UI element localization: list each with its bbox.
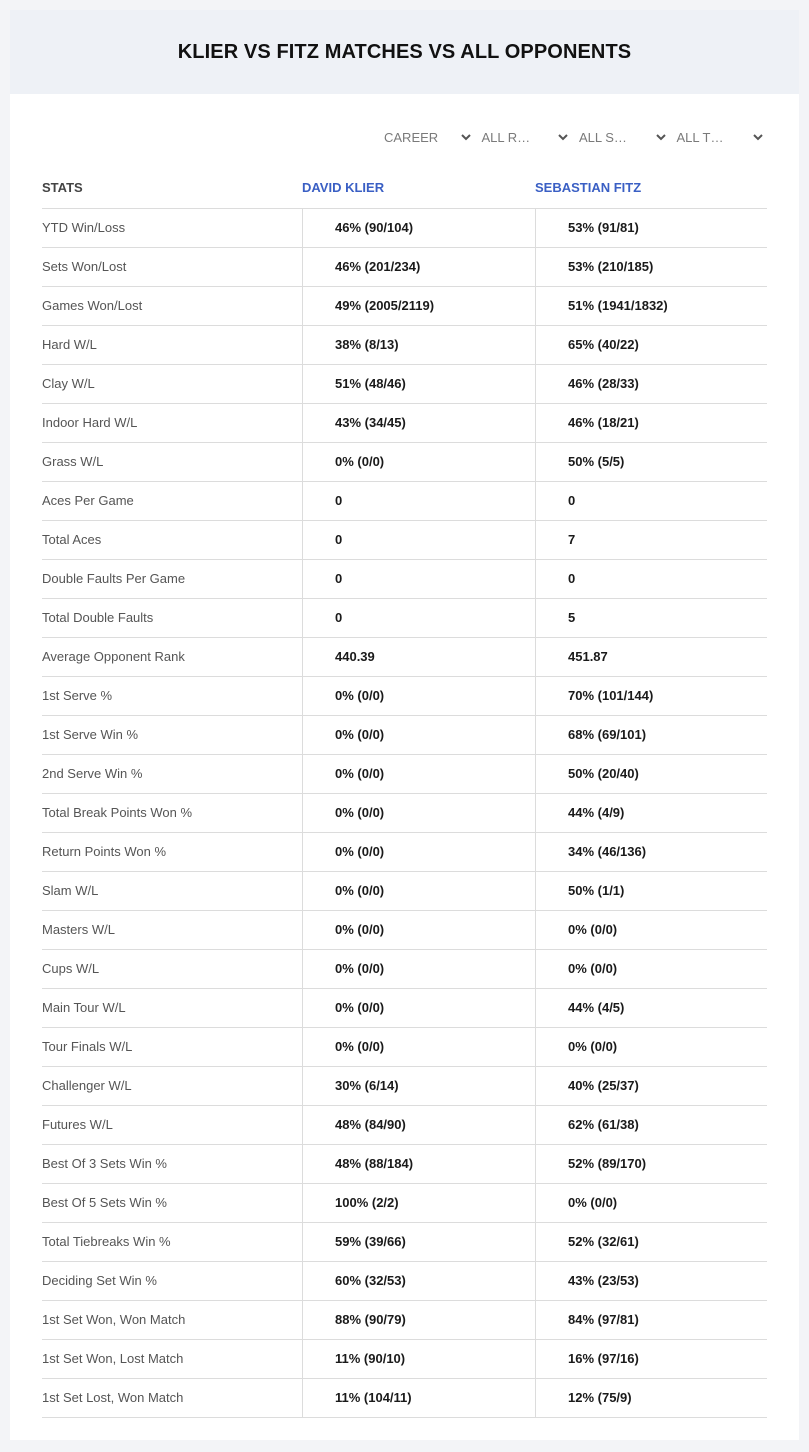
- table-row: [42, 365, 767, 404]
- player1-value: 0% (0/0): [302, 443, 535, 481]
- table-header: [42, 170, 767, 208]
- filter-round-select[interactable]: [478, 126, 576, 148]
- player1-value: 46% (201/234): [302, 248, 535, 286]
- stat-label: 1st Set Lost, Won Match: [42, 1390, 184, 1405]
- table-row: [42, 1340, 767, 1379]
- table-row: [42, 638, 767, 677]
- player2-value: 52% (32/61): [535, 1223, 767, 1261]
- stat-label: Sets Won/Lost: [42, 259, 127, 274]
- player1-value: 30% (6/14): [302, 1067, 535, 1105]
- chevron-down-icon: [655, 131, 667, 143]
- player1-value: 0: [302, 521, 535, 559]
- table-row: [42, 1028, 767, 1067]
- player2-value: 0% (0/0): [535, 911, 767, 949]
- player2-value: 0: [535, 482, 767, 520]
- filter-label: ALL T…: [676, 129, 724, 145]
- player1-value: 0% (0/0): [302, 755, 535, 793]
- player2-value: 53% (210/185): [535, 248, 767, 286]
- player1-value: 48% (88/184): [302, 1145, 535, 1183]
- table-row: [42, 1301, 767, 1340]
- player2-value: 70% (101/144): [535, 677, 767, 715]
- player2-value: 46% (28/33): [535, 365, 767, 403]
- stat-label: YTD Win/Loss: [42, 220, 126, 235]
- player1-value: 0: [302, 599, 535, 637]
- stat-label: Slam W/L: [42, 883, 99, 898]
- stat-label: Total Tiebreaks Win %: [42, 1234, 171, 1249]
- table-row: [42, 911, 767, 950]
- player2-value: 68% (69/101): [535, 716, 767, 754]
- table-row: [42, 1262, 767, 1301]
- table-row: [42, 482, 767, 521]
- player2-value: 5: [535, 599, 767, 637]
- stat-label: Grass W/L: [42, 454, 104, 469]
- filter-surface-select[interactable]: [575, 126, 673, 148]
- player1-value: 51% (48/46): [302, 365, 535, 403]
- player2-value: 50% (20/40): [535, 755, 767, 793]
- player1-value: 0% (0/0): [302, 989, 535, 1027]
- stats-table-body: [42, 208, 767, 1418]
- player1-value: 38% (8/13): [302, 326, 535, 364]
- table-row: [42, 287, 767, 326]
- player2-value: 34% (46/136): [535, 833, 767, 871]
- player1-value: 0% (0/0): [302, 950, 535, 988]
- chevron-down-icon: [460, 131, 472, 143]
- player2-value: 0% (0/0): [535, 950, 767, 988]
- stat-label: Main Tour W/L: [42, 1000, 126, 1015]
- player1-value: 49% (2005/2119): [302, 287, 535, 325]
- stat-label: Hard W/L: [42, 337, 97, 352]
- table-row: [42, 677, 767, 716]
- player1-value: 59% (39/66): [302, 1223, 535, 1261]
- table-row: [42, 1145, 767, 1184]
- player1-value: 100% (2/2): [302, 1184, 535, 1222]
- player1-value: 0% (0/0): [302, 872, 535, 910]
- player1-value: 0: [302, 482, 535, 520]
- player1-link[interactable]: DAVID KLIER: [302, 180, 385, 195]
- stat-label: 1st Set Won, Won Match: [42, 1312, 186, 1327]
- player2-value: 50% (1/1): [535, 872, 767, 910]
- player2-value: 53% (91/81): [535, 209, 767, 247]
- stat-label: Cups W/L: [42, 961, 100, 976]
- table-row: [42, 404, 767, 443]
- player1-value: 11% (90/10): [302, 1340, 535, 1378]
- page-title: KLIER VS FITZ MATCHES VS ALL OPPONENTS: [177, 40, 632, 63]
- column-header-stats: STATS: [42, 180, 83, 195]
- stat-label: Games Won/Lost: [42, 298, 143, 313]
- table-row: [42, 560, 767, 599]
- stat-label: 1st Set Won, Lost Match: [42, 1351, 184, 1366]
- player2-value: 50% (5/5): [535, 443, 767, 481]
- chevron-down-icon: [752, 131, 764, 143]
- stat-label: Futures W/L: [42, 1117, 113, 1132]
- player2-value: 43% (23/53): [535, 1262, 767, 1300]
- player1-value: 0: [302, 560, 535, 598]
- player1-value: 0% (0/0): [302, 677, 535, 715]
- player2-value: 44% (4/9): [535, 794, 767, 832]
- stat-label: 2nd Serve Win %: [42, 766, 143, 781]
- table-row: [42, 794, 767, 833]
- filter-label: CAREER: [384, 129, 439, 145]
- player1-value: 46% (90/104): [302, 209, 535, 247]
- player1-value: 0% (0/0): [302, 1028, 535, 1066]
- player1-value: 0% (0/0): [302, 794, 535, 832]
- stat-label: Return Points Won %: [42, 844, 167, 859]
- player2-value: 16% (97/16): [535, 1340, 767, 1378]
- player2-value: 84% (97/81): [535, 1301, 767, 1339]
- player2-value: 0: [535, 560, 767, 598]
- table-row: [42, 443, 767, 482]
- table-row: [42, 326, 767, 365]
- player2-link[interactable]: SEBASTIAN FITZ: [535, 180, 642, 195]
- table-row: [42, 1223, 767, 1262]
- player2-value: 0% (0/0): [535, 1028, 767, 1066]
- player1-value: 60% (32/53): [302, 1262, 535, 1300]
- player1-value: 43% (34/45): [302, 404, 535, 442]
- table-row: [42, 1067, 767, 1106]
- player1-value: 0% (0/0): [302, 833, 535, 871]
- table-row: [42, 872, 767, 911]
- table-row: [42, 833, 767, 872]
- stat-label: 1st Serve %: [42, 688, 113, 703]
- table-row: [42, 248, 767, 287]
- player2-value: 62% (61/38): [535, 1106, 767, 1144]
- stats-card: [10, 10, 799, 1440]
- table-row: [42, 1379, 767, 1418]
- player1-value: 88% (90/79): [302, 1301, 535, 1339]
- filter-label: ALL R…: [481, 129, 531, 145]
- table-row: [42, 989, 767, 1028]
- stat-label: Total Double Faults: [42, 610, 154, 625]
- stat-label: Clay W/L: [42, 376, 95, 391]
- player2-value: 0% (0/0): [535, 1184, 767, 1222]
- table-row: [42, 599, 767, 638]
- player2-value: 12% (75/9): [535, 1379, 767, 1417]
- player2-value: 51% (1941/1832): [535, 287, 767, 325]
- player2-value: 52% (89/170): [535, 1145, 767, 1183]
- table-row: [42, 755, 767, 794]
- player2-value: 44% (4/5): [535, 989, 767, 1027]
- player2-value: 451.87: [535, 638, 767, 676]
- stat-label: Average Opponent Rank: [42, 649, 185, 664]
- card-header: [10, 10, 799, 94]
- table-row: [42, 950, 767, 989]
- stat-label: Best Of 5 Sets Win %: [42, 1195, 167, 1210]
- player1-value: 440.39: [302, 638, 535, 676]
- stat-label: 1st Serve Win %: [42, 727, 139, 742]
- chevron-down-icon: [557, 131, 569, 143]
- stat-label: Tour Finals W/L: [42, 1039, 133, 1054]
- stat-label: Challenger W/L: [42, 1078, 132, 1093]
- stat-label: Total Aces: [42, 532, 102, 547]
- player1-value: 0% (0/0): [302, 716, 535, 754]
- stat-label: Best Of 3 Sets Win %: [42, 1156, 167, 1171]
- stat-label: Deciding Set Win %: [42, 1273, 157, 1288]
- filter-bar: [380, 126, 770, 148]
- table-row: [42, 1184, 767, 1223]
- stat-label: Indoor Hard W/L: [42, 415, 138, 430]
- table-row: [42, 716, 767, 755]
- player2-value: 7: [535, 521, 767, 559]
- table-row: [42, 521, 767, 560]
- player1-value: 48% (84/90): [302, 1106, 535, 1144]
- player1-value: 11% (104/11): [302, 1379, 535, 1417]
- player2-value: 65% (40/22): [535, 326, 767, 364]
- filter-tournament-select[interactable]: [673, 126, 771, 148]
- table-row: [42, 209, 767, 248]
- table-row: [42, 1106, 767, 1145]
- filter-period-select[interactable]: [380, 126, 478, 148]
- stat-label: Double Faults Per Game: [42, 571, 186, 586]
- stat-label: Aces Per Game: [42, 493, 134, 508]
- player1-value: 0% (0/0): [302, 911, 535, 949]
- stat-label: Masters W/L: [42, 922, 115, 937]
- stat-label: Total Break Points Won %: [42, 805, 193, 820]
- player2-value: 40% (25/37): [535, 1067, 767, 1105]
- player2-value: 46% (18/21): [535, 404, 767, 442]
- filter-label: ALL S…: [579, 129, 627, 145]
